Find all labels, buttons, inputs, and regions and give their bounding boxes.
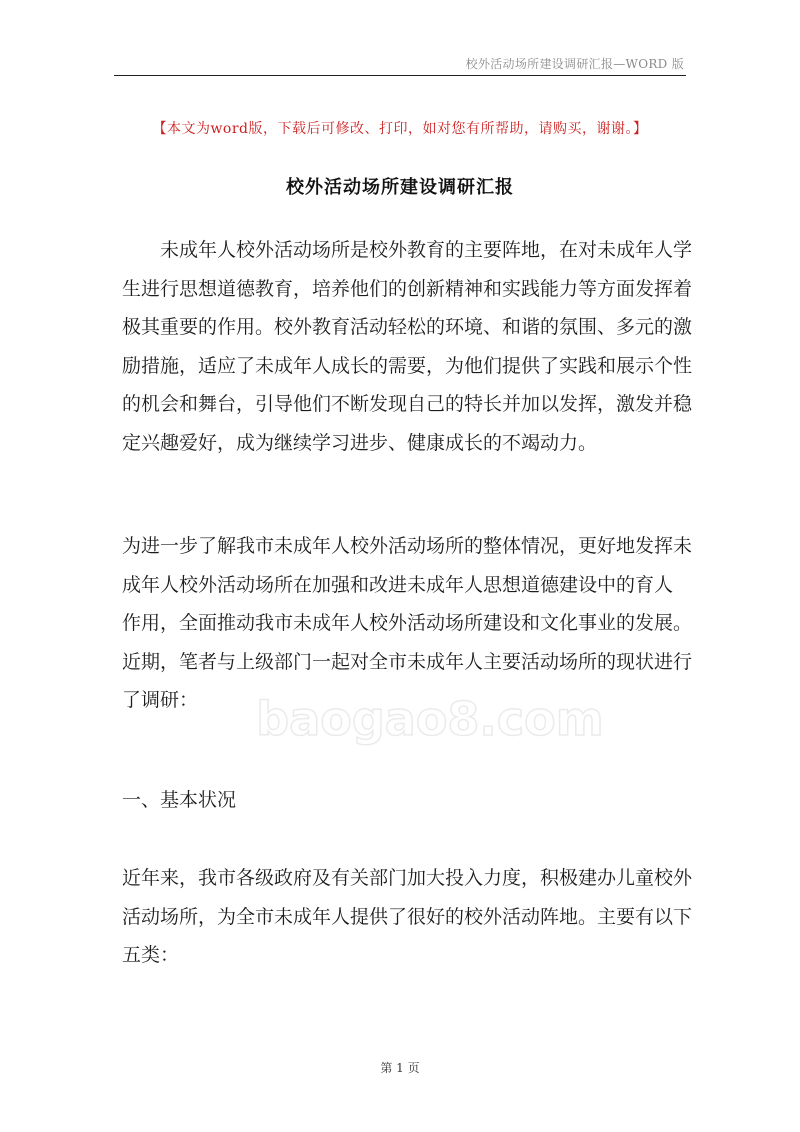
paragraph-line: 五类： [122,944,180,966]
running-header: 校外活动场所建设调研汇报—WORD 版 [465,57,684,71]
paragraph-line: 活动场所，为全市未成年人提供了很好的校外活动阵地。主要有以下 [122,905,693,928]
purchase-notice: 【本文为word版，下载后可修改、打印，如对您有所帮助，请购买，谢谢。】 [152,121,648,137]
paragraph-line: 近期，笔者与上级部门一起对全市未成年人主要活动场所的现状进行 [122,650,693,673]
paragraph-line: 为进一步了解我市未成年人校外活动场所的整体情况，更好地发挥未 [122,535,693,557]
paragraph-line: 近年来，我市各级政府及有关部门加大投入力度，积极建办儿童校外 [122,867,693,889]
paragraph-purpose [122,527,693,720]
paragraph-line: 了调研： [122,689,199,711]
paragraph-line: 励措施，适应了未成年人成长的需要，为他们提供了实践和展示个性 [122,354,693,377]
paragraph-situation [122,859,693,975]
paragraph-line: 极其重要的作用。校外教育活动轻松的环境、和谐的氛围、多元的激 [122,316,693,338]
paragraph-line: 未成年人校外活动场所是校外教育的主要阵地，在对未成年人学 [122,239,693,261]
paragraph-intro [122,231,693,462]
section-heading [122,781,686,820]
page-number: 第 1 页 [380,1061,420,1075]
paragraph-line: 的机会和舞台，引导他们不断发现自己的特长并加以发挥，激发并稳 [122,393,693,415]
paragraph-line: 生进行思想道德教育，培养他们的创新精神和实践能力等方面发挥着 [122,277,693,300]
paragraph-line: 作用，全面推动我市未成年人校外活动场所建设和文化事业的发展。 [122,612,693,634]
watermark-text: baogao8.com [256,692,604,746]
paragraph-line: 定兴趣爱好，成为继续学习进步、健康成长的不竭动力。 [122,431,598,454]
document-title: 校外活动场所建设调研汇报 [286,177,514,198]
section-heading-text: 一、基本状况 [122,789,237,811]
header-divider [114,75,686,76]
paragraph-line: 成年人校外活动场所在加强和改进未成年人思想道德建设中的育人 [122,573,674,596]
